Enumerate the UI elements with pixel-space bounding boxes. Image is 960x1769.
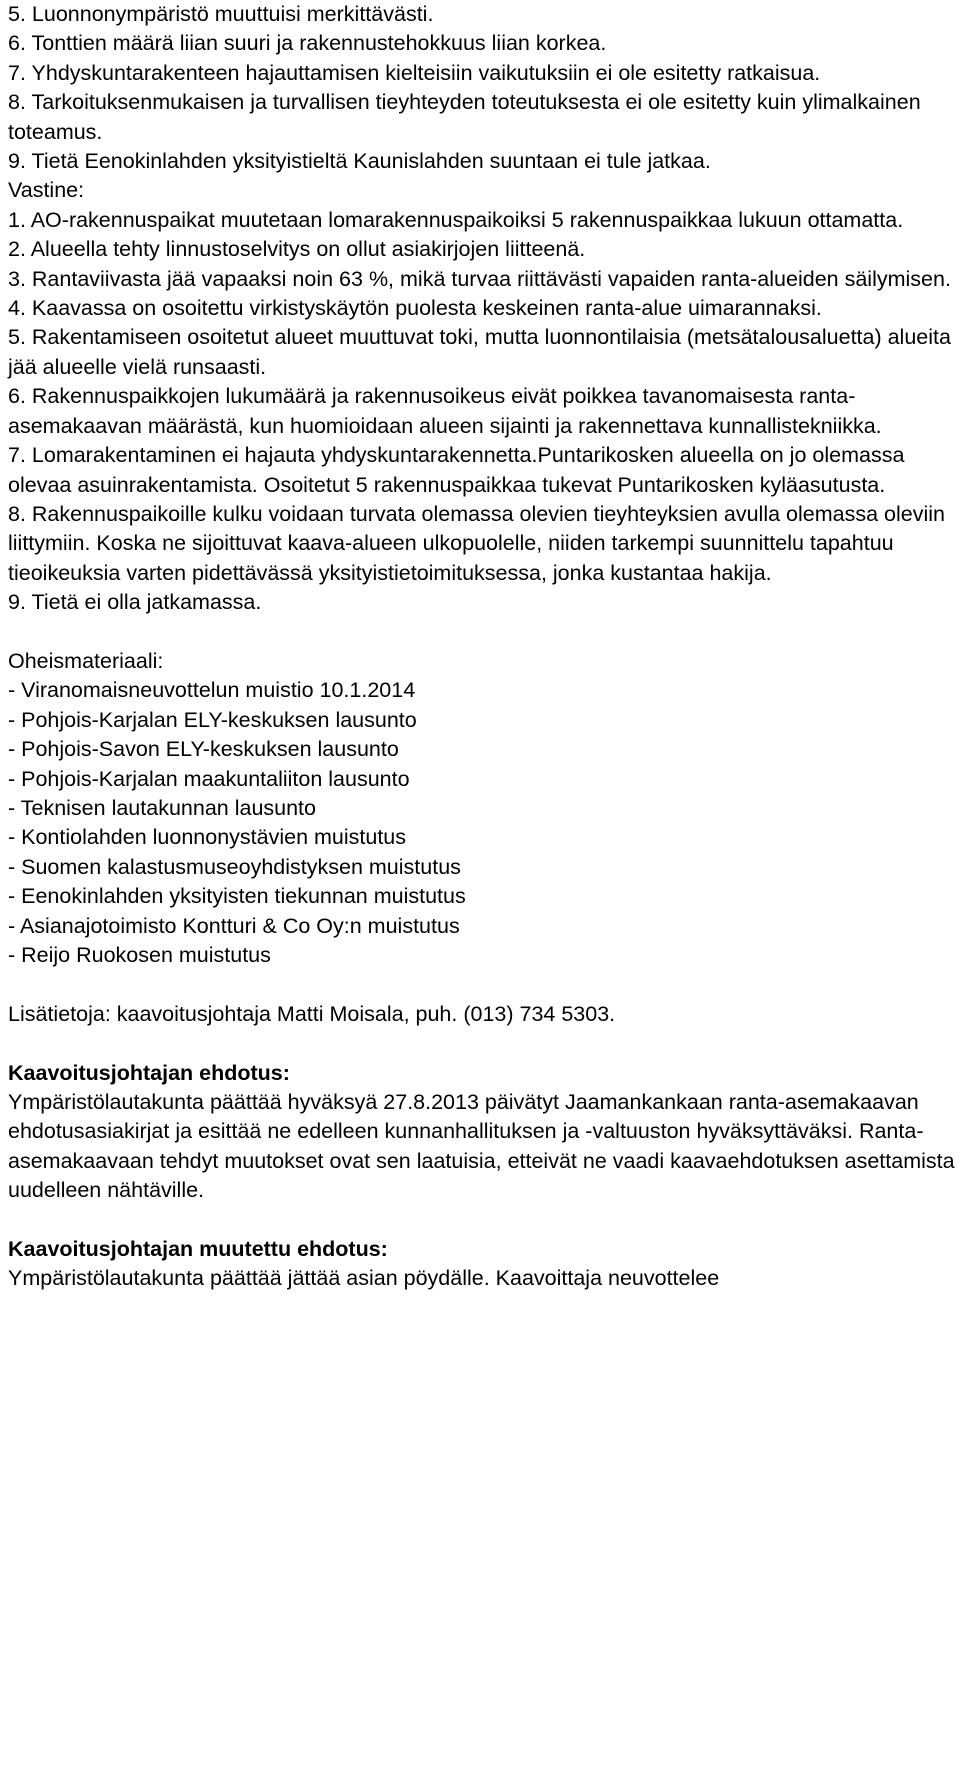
- attachment-item: - Viranomaisneuvottelun muistio 10.1.2014: [8, 678, 416, 703]
- response-item: 5. Rakentamiseen osoitetut alueet muuttuvat toki, mutta luonnontilaisia (metsätalousaluetta) alueita jää alueelle vielä runsaasti.: [8, 325, 951, 379]
- document-page: [8, 0, 958, 1294]
- spacer: [8, 1206, 958, 1235]
- response-heading: Vastine:: [8, 178, 85, 203]
- contact-info: Lisätietoja: kaavoitusjohtaja Matti Moisala, puh. (013) 734 5303.: [8, 1001, 616, 1026]
- attachment-item: - Teknisen lautakunnan lausunto: [8, 795, 316, 820]
- spacer: [8, 1029, 958, 1058]
- attachment-item: - Eenokinlahden yksityisten tiekunnan muistutus: [8, 884, 466, 909]
- attachment-item: - Suomen kalastusmuseoyhdistyksen muistutus: [8, 854, 461, 879]
- attachment-item: - Reijo Ruokosen muistutus: [8, 942, 271, 967]
- objections-list: [8, 0, 958, 176]
- spacer: [8, 618, 958, 647]
- attachment-item: - Pohjois-Karjalan maakuntaliiton lausunto: [8, 766, 410, 791]
- amended-proposal-text: Ympäristölautakunta päättää jättää asian pöydälle. Kaavoittaja neuvottelee: [8, 1266, 720, 1291]
- amended-proposal-heading: Kaavoitusjohtajan muutettu ehdotus:: [8, 1237, 388, 1261]
- amended-proposal-section: [8, 1235, 958, 1294]
- attachments-section: [8, 647, 958, 970]
- objection-item: 8. Tarkoituksenmukaisen ja turvallisen tieyhteyden toteutuksesta ei ole esitetty kuin ylimalkainen toteamus.: [8, 90, 921, 144]
- attachment-item: - Pohjois-Karjalan ELY-keskuksen lausunto: [8, 707, 417, 732]
- objection-item: 6. Tonttien määrä liian suuri ja rakennustehokkuus liian korkea.: [8, 31, 607, 56]
- spacer: [8, 970, 958, 999]
- proposal-heading: Kaavoitusjohtajan ehdotus:: [8, 1060, 290, 1085]
- response-item: 1. AO-rakennuspaikat muutetaan lomarakennuspaikoiksi 5 rakennuspaikkaa lukuun ottamatta.: [8, 207, 904, 232]
- objection-item: 9. Tietä Eenokinlahden yksityistieltä Kaunislahden suuntaan ei tule jatkaa.: [8, 149, 711, 174]
- response-item: 6. Rakennuspaikkojen lukumäärä ja rakennusoikeus eivät poikkea tavanomaisesta ranta-asemakaavan määrästä, kun huomioidaan alueen sijainti ja rakennettava kunnallistekniikka.: [8, 384, 882, 438]
- attachment-item: - Kontiolahden luonnonystävien muistutus: [8, 825, 407, 850]
- objection-item: 7. Yhdyskuntarakenteen hajauttamisen kielteisiin vaikutuksiin ei ole esitetty ratkaisua.: [8, 60, 821, 85]
- attachment-item: - Pohjois-Savon ELY-keskuksen lausunto: [8, 737, 399, 762]
- response-section: [8, 176, 958, 617]
- response-item: 8. Rakennuspaikoille kulku voidaan turvata olemassa olevien tieyhteyksien avulla olemassa oleviin liittymiin. Koska ne sijoittuvat kaava-alueen ulkopuolelle, niiden tarkempi suunnittelu tapahtuu tieoikeuksia varten pidettävässä yksityistietoimituksessa, jonka kustantaa hakija.: [8, 501, 945, 585]
- proposal-text: Ympäristölautakunta päättää hyväksyä 27.8.2013 päivätyt Jaamankankaan ranta-asemakaavan ehdotusasiakirjat ja esittää ne edelleen kunnanhallituksen ja -valtuuston hyväksyttäväksi. Ranta-asemakaavaan tehdyt muutokset ovat sen laatuisia, etteivät ne vaadi kaavaehdotuksen asettamista uudelleen nähtäville.: [8, 1089, 955, 1203]
- proposal-section: [8, 1059, 958, 1206]
- response-item: 9. Tietä ei olla jatkamassa.: [8, 590, 262, 615]
- attachment-item: - Asianajotoimisto Kontturi & Co Oy:n muistutus: [8, 913, 460, 938]
- attachments-heading: Oheismateriaali:: [8, 648, 164, 673]
- response-item: 3. Rantaviivasta jää vapaaksi noin 63 %, mikä turvaa riittävästi vapaiden ranta-alueiden säilymisen.: [8, 266, 951, 291]
- response-item: 2. Alueella tehty linnustoselvitys on ollut asiakirjojen liitteenä.: [8, 237, 586, 262]
- response-item: 7. Lomarakentaminen ei hajauta yhdyskuntarakennetta.Puntarikosken alueella on jo olemassa olevaa asuinrakentamista. Osoitetut 5 rakennuspaikkaa tukevat Puntarikosken kyläasutusta.: [8, 443, 905, 497]
- objection-item: 5. Luonnonympäristö muuttuisi merkittävästi.: [8, 2, 434, 26]
- response-item: 4. Kaavassa on osoitettu virkistyskäytön puolesta keskeinen ranta-alue uimarannaksi.: [8, 296, 822, 321]
